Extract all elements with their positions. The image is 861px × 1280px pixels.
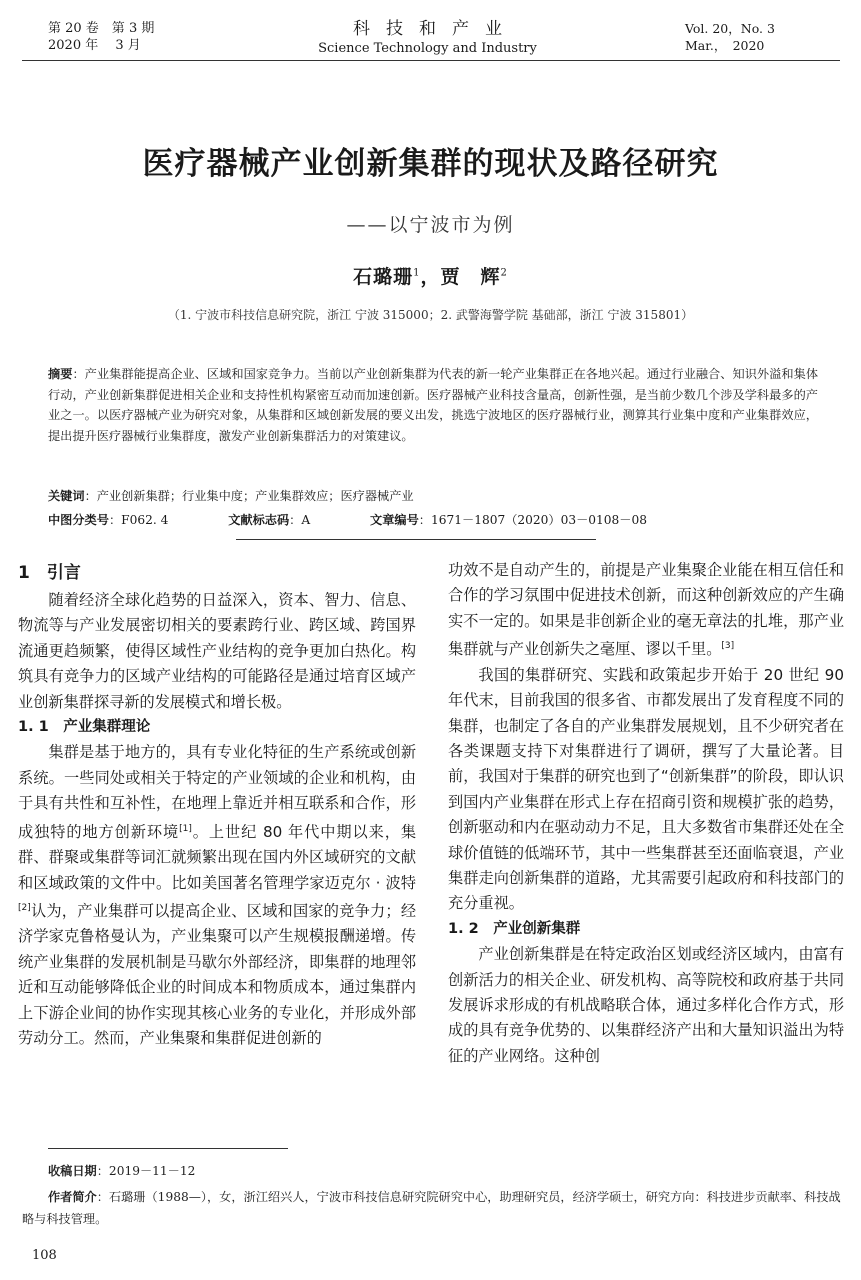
author-2: ，贾 辉 [420,266,501,288]
text-run: 功效不是自动产生的，前提是产业集聚企业能在相互信任和合作的学习氛围中促进技术创新，而这种创新效应的产生确实不一定的。如果是非创新企业的毫无章法的扎堆，那产业集群就与产业创新失之毫厘、谬以千里。 [448,561,844,659]
journal-name-en: Science Technology and Industry [318,41,537,56]
author-bio-text: ：石璐珊（1988—），女，浙江绍兴人，宁波市科技信息研究院研究中心，助理研究员，经济学硕士，研究方向：科技进步贡献率、科技战略与科技管理。 [22,1190,841,1226]
issue-date-en: Mar.， 2020 [685,38,765,53]
abstract-text: ：产业集群能提高企业、区域和国家竞争力。当前以产业创新集群为代表的新一轮产业集群正在各地兴起。通过行业融合、知识外溢和集体行动，产业创新集群促进相关企业和支持性机构紧密互动而加速创新。医疗器械产业科技含量高，创新性强，是当前少数几个涉及学科最多的产业之一。以医疗器械产业为研究对象，从集群和区域创新发展的要义出发，挑选宁波地区的医疗器械行业，测算其行业集中度和产业集群效应，提出提升医疗器械行业集群度，激发产业创新集群活力的对策建议。 [48,367,819,443]
body-left-column [18,558,416,1051]
text-run: 。上世纪 80 年代中期以来，集群、群聚或集群等词汇就频繁出现在国内外区域研究的文献和区域政策的文件中。比如美国著名管理学家迈克尔 · 波特 [18,822,417,892]
author-2-affil: 2 [500,267,508,279]
keywords-text: ：产业创新集群；行业集中度；产业集群效应；医疗器械产业 [84,489,414,503]
doc-value: ：A [289,513,311,527]
text-run: 集群是基于地方的，具有专业化特征的生产系统或创新系统。一些同处或相关于特定的产业领域的企业和机构，由于具有共性和互补性，在地理上靠近并相互联系和合作，形成独特的地方创新环境 [18,743,416,841]
volume-issue: 第 20 卷 第 3 期 [48,21,155,36]
received-date [48,1160,848,1182]
id-label: 文章编号 [370,513,419,527]
section-heading-innovation-cluster: 1. 2 产业创新集群 [448,920,581,937]
doc-label: 文献标志码 [228,513,290,527]
clc-value: ：F062. 4 [108,513,169,527]
article-subtitle: ——以宁波市为例 [346,214,515,236]
classification-line [48,511,818,528]
paragraph: 产业创新集群是在特定政治区划或经济区域内，由富有创新活力的相关企业、研发机构、高等院校和政府基于共同发展诉求形成的有机战略联合体，通过多样化合作方式，形成的具有竞争优势的、以集群经济产出和大量知识溢出为特征的产业网络。这种创 [448,945,844,1065]
abstract-label: 摘要 [48,367,73,381]
volume-issue-en: Vol. 20，No. 3 [685,21,775,36]
paragraph [448,558,844,663]
citation: [3] [721,641,735,652]
page-number: 108 [32,1248,57,1263]
clc-label: 中图分类号 [48,513,109,527]
keywords-label: 关键词 [48,489,85,503]
abstract-rule [236,539,596,540]
journal-name-cn: 科技和产业 [353,19,518,39]
clc-code [48,513,196,527]
body-right-column [448,558,844,1069]
author-1: 石璐珊 [353,266,414,288]
footnote-rule [48,1148,288,1149]
article-id [370,513,675,527]
received-value: ：2019－11－12 [96,1164,196,1178]
text-run: 认为，产业集群可以提高企业、区域和国家的竞争力；经济学家克鲁格曼认为，产业集聚可以产生规模报酬递增。传统产业集群的发展机制是马歇尔外部经济，即集群的地理邻近和互动能够降低企业的时间成本和物质成本，通过集群内上下游企业间的协作实现其核心业务的专业化，并形成外部劳动分工。然而，产业集聚和集群促进创新的 [18,902,416,1048]
author-1-affil: 1 [413,267,421,279]
affiliation: （1. 宁波市科技信息研究院，浙江 宁波 315000；2. 武警海警学院 基础部，浙江 宁波 315801） [167,308,694,322]
keywords [48,487,818,504]
citation: [1] [179,823,192,834]
journal-name [300,18,555,57]
section-heading-intro: 1 引言 [18,563,81,583]
citation: [2] [18,902,31,913]
paragraph [18,740,416,1051]
author-bio [22,1186,842,1230]
author-line [0,262,861,289]
issue-info [48,20,198,54]
section-heading-cluster-theory: 1. 1 产业集群理论 [18,719,151,736]
article-title: 医疗器械产业创新集群的现状及路径研究 [142,146,719,182]
id-value: ：1671－1807（2020）03－0108－08 [418,513,648,527]
issue-date: 2020 年 3 月 [48,38,141,53]
paragraph: 随着经济全球化趋势的日益深入，资本、智力、信息、物流等与产业发展密切相关的要素跨行业、跨区域、跨国界流通更趋频繁，使得区域性产业结构的竞争更加白热化。构筑具有竞争力的区域产业结构的可能路径是通过培育区域产业创新集群探寻新的发展模式和增长极。 [18,591,416,711]
issue-info-en [685,20,815,54]
document-code [228,513,338,527]
author-bio-label: 作者简介 [48,1190,97,1204]
received-label: 收稿日期 [48,1164,97,1178]
abstract [48,364,818,446]
paragraph: 我国的集群研究、实践和政策起步开始于 20 世纪 90 年代末，目前我国的很多省、市都发展出了发育程度不同的集群，也制定了各自的产业集群发展规划，且不少研究者在各类课题支持下对集群进行了调研，撰写了大量论著。目前，我国对于集群的研究也到了“创新集群”的阶段，即认识到国内产业集群在形式上存在招商引资和规模扩张的趋势，创新驱动和内在驱动动力不足，且大多数省市集群还处在全球价值链的低端环节，其中一些集群甚至还面临衰退，产业集群走向创新集群的道路，尤其需要引起政府和科技部门的充分重视。 [448,665,844,913]
header-rule [22,60,840,61]
